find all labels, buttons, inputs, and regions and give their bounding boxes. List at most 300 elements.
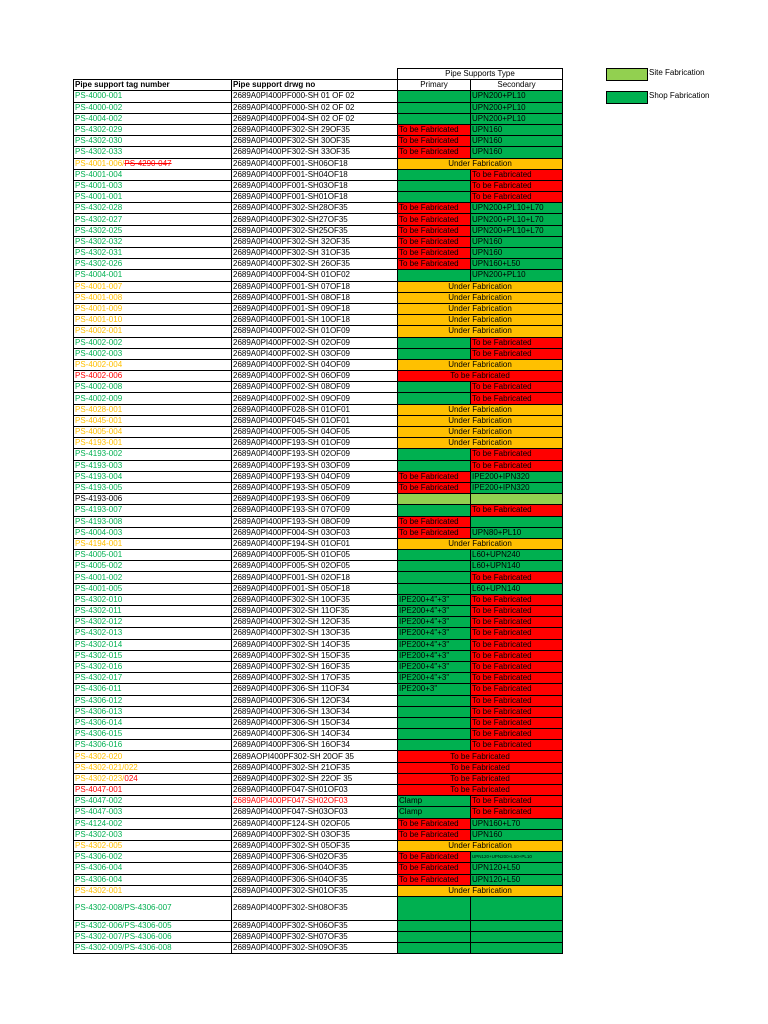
table-row	[74, 840, 563, 851]
primary-cell-text: IPE200+4"+3"	[399, 650, 450, 660]
drwg-no-cell-text: 2689A0PI400PF001-SH 09OF18	[233, 304, 350, 314]
tag-number-cell-text: PS-4002-008	[75, 382, 123, 392]
tag-number-cell	[74, 404, 232, 415]
tag-number-cell	[74, 482, 232, 493]
status-cell-text: Under Fabrication	[448, 438, 512, 448]
primary-cell	[398, 863, 471, 874]
primary-cell-text: Clamp	[399, 807, 423, 817]
primary-cell	[398, 192, 471, 203]
secondary-cell	[471, 102, 563, 113]
tag-number-cell	[74, 102, 232, 113]
status-cell-text: To be Fabricated	[450, 773, 510, 783]
drwg-no-cell	[232, 874, 398, 885]
tag-number-cell	[74, 932, 232, 943]
drwg-no-cell	[232, 661, 398, 672]
drwg-no-cell	[232, 292, 398, 303]
drwg-no-cell-text: 2689A0PI400PF302-SH07OF35	[233, 932, 348, 942]
drwg-no-cell	[232, 124, 398, 135]
drwg-no-cell	[232, 729, 398, 740]
drwg-no-cell-text: 2689A0PI400PF306-SH02OF35	[233, 852, 348, 862]
drwg-no-cell-text: 2689A0PI400PF193-SH 04OF09	[233, 471, 350, 481]
secondary-cell	[471, 180, 563, 191]
secondary-cell	[471, 628, 563, 639]
table-row	[74, 438, 563, 449]
drwg-no-cell-text: 2689A0PI400PF302-SH 03OF35	[233, 829, 350, 839]
secondary-cell	[471, 270, 563, 281]
secondary-cell	[471, 695, 563, 706]
drwg-no-cell-text: 2689A0PI400PF001-SH 02OF18	[233, 572, 350, 582]
secondary-cell	[471, 684, 563, 695]
table-row	[74, 717, 563, 728]
drwg-no-cell-text: 2689A0PI400PF047-SH03OF03	[233, 807, 348, 817]
table-row	[74, 628, 563, 639]
tag-number-cell-text: PS-4047-002	[75, 796, 123, 806]
drwg-no-cell-text: 2689A0PI400PF000-SH 01 OF 02	[233, 91, 355, 101]
tag-number-cell-text: PS-4302-020	[75, 751, 123, 761]
drwg-no-cell	[232, 281, 398, 292]
table-row	[74, 561, 563, 572]
table-row	[74, 494, 563, 505]
table-row	[74, 270, 563, 281]
tag-number-cell-text: PS-4302-012	[75, 617, 123, 627]
drwg-no-cell	[232, 158, 398, 169]
tag-number-cell	[74, 382, 232, 393]
primary-cell	[398, 102, 471, 113]
tag-number-cell	[74, 505, 232, 516]
secondary-cell-text: To be Fabricated	[472, 684, 532, 694]
tag-number-cell-text: PS-4302-033	[75, 147, 123, 157]
tag-number-cell-text: PS-4002-003	[75, 348, 123, 358]
tag-number-cell-text: PS-4302-001	[75, 885, 123, 895]
status-cell	[398, 415, 563, 426]
tag-number-cell-text: PS-4306-013	[75, 706, 123, 716]
tag-number-cell-text: PS-4306-014	[75, 717, 123, 727]
drwg-no-cell	[232, 214, 398, 225]
primary-cell	[398, 527, 471, 538]
header-secondary: Secondary	[471, 80, 563, 91]
table-row	[74, 829, 563, 840]
drwg-no-cell	[232, 650, 398, 661]
tag-number-cell	[74, 673, 232, 684]
tag-number-cell	[74, 292, 232, 303]
drwg-no-cell-text: 2689A0PI400PF302-SH 15OF35	[233, 650, 350, 660]
secondary-cell	[471, 650, 563, 661]
drwg-no-cell-text: 2689A0PI400PF302-SH 11OF35	[233, 606, 350, 616]
tag-number-cell	[74, 740, 232, 751]
tag-number-cell-text: PS-4194-001	[75, 538, 123, 548]
secondary-cell-text: UPN160	[472, 136, 503, 146]
drwg-no-cell	[232, 673, 398, 684]
tag-number-cell-text: PS-4001-009	[75, 304, 123, 314]
tag-number-cell-text: PS-4302-006/PS-4306-005	[75, 920, 172, 930]
status-cell	[398, 404, 563, 415]
secondary-cell	[471, 236, 563, 247]
status-cell-text: Under Fabrication	[448, 427, 512, 437]
table-row	[74, 192, 563, 203]
primary-cell	[398, 214, 471, 225]
drwg-no-cell-text: 2689A0PI400PF302-SH08OF35	[233, 903, 348, 913]
status-cell-text: Under Fabrication	[448, 538, 512, 548]
primary-cell-text: To be Fabricated	[399, 516, 459, 526]
secondary-cell-text: To be Fabricated	[472, 460, 532, 470]
table-row	[74, 415, 563, 426]
table-row	[74, 583, 563, 594]
secondary-cell-text: To be Fabricated	[472, 169, 532, 179]
secondary-cell	[471, 896, 563, 920]
status-cell	[398, 158, 563, 169]
drwg-no-cell	[232, 751, 398, 762]
drwg-no-cell-text: 2689A0PI400PF306-SH 13OF34	[233, 706, 350, 716]
secondary-cell	[471, 248, 563, 259]
table-row	[74, 315, 563, 326]
table-row	[74, 863, 563, 874]
tag-number-cell-text: PS-4193-001	[75, 438, 123, 448]
secondary-cell-text: UPN160	[472, 125, 503, 135]
secondary-cell-text: L60+UPN240	[472, 550, 521, 560]
drwg-no-cell-text: 2689A0PI400PF005-SH 01OF05	[233, 550, 350, 560]
table-row	[74, 695, 563, 706]
table-row	[74, 729, 563, 740]
drwg-no-cell-text: 2689A0PI400PF302-SH 26OF35	[233, 259, 350, 269]
primary-cell	[398, 673, 471, 684]
tag-number-suffix: 024	[124, 773, 138, 783]
drwg-no-cell-text: 2689A0PI400PF302-SH 21OF35	[233, 762, 350, 772]
tag-number-cell-text: PS-4302-005	[75, 841, 123, 851]
primary-cell-text: To be Fabricated	[399, 203, 459, 213]
drwg-no-cell-text: 2689A0PI400PF047-SH02OF03	[233, 796, 348, 806]
status-cell	[398, 885, 563, 896]
tag-number-cell-text: PS-4193-005	[75, 483, 123, 493]
tag-number-cell	[74, 303, 232, 314]
drwg-no-cell-text: 2689A0PI400PF302-SH 29OF35	[233, 125, 350, 135]
drwg-no-cell-text: 2689A0PI400PF001-SH 10OF18	[233, 315, 350, 325]
header-row	[74, 80, 563, 91]
drwg-no-cell	[232, 270, 398, 281]
secondary-cell	[471, 527, 563, 538]
secondary-cell	[471, 606, 563, 617]
tag-number-cell	[74, 920, 232, 931]
drwg-no-cell-text: 2689A0PI400PF002-SH 01OF09	[233, 326, 350, 336]
table-row	[74, 169, 563, 180]
tag-number-cell	[74, 259, 232, 270]
status-cell-text: Under Fabrication	[448, 415, 512, 425]
status-cell-text: Under Fabrication	[448, 841, 512, 851]
primary-cell-text: IPE200+4"+3"	[399, 673, 450, 683]
secondary-cell-text: To be Fabricated	[472, 348, 532, 358]
tag-number-cell	[74, 494, 232, 505]
primary-cell-text: To be Fabricated	[399, 225, 459, 235]
table-row	[74, 147, 563, 158]
status-cell-text: To be Fabricated	[450, 762, 510, 772]
tag-number-cell	[74, 650, 232, 661]
table-row	[74, 203, 563, 214]
secondary-cell	[471, 920, 563, 931]
drwg-no-cell-text: 2689A0PI400PF306-SH 11OF34	[233, 684, 350, 694]
table-row	[74, 818, 563, 829]
tag-number-cell	[74, 281, 232, 292]
tag-number-cell-text: PS-4302-031	[75, 248, 123, 258]
drwg-no-cell	[232, 382, 398, 393]
primary-cell-text: To be Fabricated	[399, 236, 459, 246]
drwg-no-cell-text: 2689A0PI400PF004-SH 01OF02	[233, 270, 350, 280]
drwg-no-cell	[232, 102, 398, 113]
tag-number-cell-text: PS-4002-006	[75, 371, 123, 381]
drwg-no-cell	[232, 438, 398, 449]
tag-number-cell	[74, 270, 232, 281]
secondary-cell-text: To be Fabricated	[472, 337, 532, 347]
tag-number-cell	[74, 438, 232, 449]
tag-number-cell	[74, 192, 232, 203]
secondary-cell	[471, 729, 563, 740]
primary-cell	[398, 874, 471, 885]
table-row	[74, 427, 563, 438]
drwg-no-cell-text: 2689A0PI400PF001-SH 05OF18	[233, 583, 350, 593]
primary-cell	[398, 449, 471, 460]
tag-number-cell	[74, 852, 232, 863]
drwg-no-cell-text: 2689A0PI400PF306-SH 15OF34	[233, 717, 350, 727]
tag-number-cell	[74, 393, 232, 404]
status-cell	[398, 292, 563, 303]
drwg-no-cell	[232, 606, 398, 617]
secondary-cell-text: UPN200+PL10+L70	[472, 214, 544, 224]
primary-cell	[398, 393, 471, 404]
drwg-no-cell-text: 2689A0PI400PF302-SH01OF35	[233, 885, 348, 895]
tag-number-cell	[74, 147, 232, 158]
tag-number-cell	[74, 214, 232, 225]
secondary-cell	[471, 943, 563, 954]
secondary-cell	[471, 494, 563, 505]
table-row	[74, 113, 563, 124]
primary-cell	[398, 348, 471, 359]
primary-cell	[398, 147, 471, 158]
drwg-no-cell-text: 2689A0PI400PF193-SH 01OF09	[233, 438, 350, 448]
secondary-cell	[471, 192, 563, 203]
status-cell	[398, 438, 563, 449]
secondary-cell-text: UPN160+L50	[472, 259, 521, 269]
drwg-no-cell-text: 2689A0PI400PF302-SH 14OF35	[233, 639, 350, 649]
drwg-no-cell	[232, 920, 398, 931]
tag-number-cell-text: PS-4306-004	[75, 874, 123, 884]
drwg-no-cell	[232, 717, 398, 728]
tag-number-cell-text: PS-4005-002	[75, 561, 123, 571]
primary-cell-text: To be Fabricated	[399, 829, 459, 839]
primary-cell	[398, 661, 471, 672]
primary-cell-text: To be Fabricated	[399, 248, 459, 258]
primary-cell-text: To be Fabricated	[399, 147, 459, 157]
primary-cell	[398, 796, 471, 807]
secondary-cell-text: To be Fabricated	[472, 695, 532, 705]
drwg-no-cell	[232, 628, 398, 639]
table-row	[74, 762, 563, 773]
primary-cell	[398, 706, 471, 717]
drwg-no-cell-text: 2689A0PI400PF306-SH04OF35	[233, 863, 348, 873]
tag-number-cell-text: PS-4302-011	[75, 606, 122, 616]
tag-number-cell	[74, 885, 232, 896]
drwg-no-cell-text: 2689A0PI400PF000-SH 02 OF 02	[233, 102, 355, 112]
secondary-cell	[471, 460, 563, 471]
drwg-no-cell	[232, 773, 398, 784]
status-cell	[398, 538, 563, 549]
tag-number-cell	[74, 628, 232, 639]
primary-cell	[398, 695, 471, 706]
table-row	[74, 751, 563, 762]
tag-number-cell-text: PS-4004-001	[75, 270, 123, 280]
primary-cell-text: IPE200+4"+3"	[399, 617, 450, 627]
drwg-no-cell	[232, 807, 398, 818]
tag-number-cell	[74, 661, 232, 672]
primary-cell-text: To be Fabricated	[399, 852, 459, 862]
primary-cell	[398, 482, 471, 493]
legend-label-shop: Shop Fabrication	[649, 91, 710, 100]
tag-number-cell-text: PS-4302-009/PS-4306-008	[75, 943, 172, 953]
drwg-no-cell-text: 2689A0PI400PF004-SH 02 OF 02	[233, 113, 355, 123]
secondary-cell-text: To be Fabricated	[472, 628, 532, 638]
secondary-cell	[471, 482, 563, 493]
secondary-cell	[471, 225, 563, 236]
primary-cell	[398, 169, 471, 180]
primary-cell	[398, 550, 471, 561]
primary-cell-text: IPE200+4"+3"	[399, 606, 450, 616]
header-primary: Primary	[398, 80, 471, 91]
drwg-no-cell	[232, 785, 398, 796]
primary-cell-text: To be Fabricated	[399, 818, 459, 828]
header-drwg-no: Pipe support drwg no	[232, 80, 398, 91]
tag-number-cell-text: PS-4302-010	[75, 594, 123, 604]
secondary-cell-text: To be Fabricated	[472, 572, 532, 582]
tag-number-cell-text: PS-4047-003	[75, 807, 123, 817]
tag-number-cell-text: PS-4001-002	[75, 572, 123, 582]
drwg-no-cell	[232, 695, 398, 706]
drwg-no-cell-text: 2689A0PI400PF002-SH 03OF09	[233, 348, 350, 358]
drwg-no-cell	[232, 840, 398, 851]
table-row	[74, 617, 563, 628]
drwg-no-cell-text: 2689A0PI400PF302-SH 10OF35	[233, 594, 350, 604]
tag-number-cell-text: PS-4124-002	[75, 818, 123, 828]
secondary-cell-text: To be Fabricated	[472, 662, 532, 672]
drwg-no-cell-text: 2689A0PI400PF302-SH09OF35	[233, 943, 348, 953]
drwg-no-cell-text: 2689A0PI400PF306-SH04OF35	[233, 874, 348, 884]
tag-number-cell	[74, 796, 232, 807]
primary-cell	[398, 807, 471, 818]
status-cell	[398, 303, 563, 314]
tag-number-cell	[74, 896, 232, 920]
secondary-cell	[471, 214, 563, 225]
tag-number-cell-text: PS-4004-002	[75, 113, 123, 123]
tag-number-cell-text: PS-4002-009	[75, 393, 123, 403]
secondary-cell	[471, 852, 563, 863]
secondary-cell	[471, 818, 563, 829]
drwg-no-cell-text: 2689A0PI400PF306-SH 12OF34	[233, 695, 350, 705]
table-row	[74, 807, 563, 818]
table-row	[74, 460, 563, 471]
tag-number-cell-text: PS-4302-030	[75, 136, 123, 146]
tag-number-cell	[74, 158, 232, 169]
drwg-no-cell-text: 2689A0PI400PF002-SH 08OF09	[233, 382, 350, 392]
drwg-no-cell	[232, 393, 398, 404]
tag-number-cell-text: PS-4302-017	[75, 673, 123, 683]
tag-number-cell-text: PS-4302-029	[75, 125, 123, 135]
primary-cell-text: To be Fabricated	[399, 136, 459, 146]
tag-number-cell	[74, 706, 232, 717]
drwg-no-cell	[232, 147, 398, 158]
table-row	[74, 550, 563, 561]
drwg-no-cell	[232, 192, 398, 203]
table-row	[74, 527, 563, 538]
drwg-no-cell	[232, 248, 398, 259]
secondary-cell	[471, 717, 563, 728]
tag-number-cell	[74, 807, 232, 818]
drwg-no-cell-text: 2689A0PI400PF002-SH 04OF09	[233, 359, 350, 369]
table-row	[74, 136, 563, 147]
drwg-no-cell	[232, 427, 398, 438]
secondary-cell	[471, 136, 563, 147]
table-row	[74, 673, 563, 684]
table-row	[74, 796, 563, 807]
tag-number-cell	[74, 180, 232, 191]
drwg-no-cell-text: 2689A0PI400PF001-SH 07OF18	[233, 281, 350, 291]
secondary-cell-text: UPN200+PL10+L70	[472, 203, 544, 213]
drwg-no-cell	[232, 550, 398, 561]
secondary-cell-text: IPE200+IPN320	[472, 483, 530, 493]
primary-cell	[398, 382, 471, 393]
primary-cell	[398, 203, 471, 214]
drwg-no-cell-text: 2689A0PI400PF193-SH 02OF09	[233, 449, 350, 459]
secondary-cell	[471, 617, 563, 628]
tag-number-cell	[74, 695, 232, 706]
table-row	[74, 371, 563, 382]
table-row	[74, 684, 563, 695]
secondary-cell	[471, 561, 563, 572]
tag-number-cell-text: PS-4306-004	[75, 863, 123, 873]
primary-cell-text: To be Fabricated	[399, 874, 459, 884]
secondary-cell-text: UPN200+PL10	[472, 91, 526, 101]
table-row	[74, 225, 563, 236]
secondary-cell	[471, 932, 563, 943]
tag-number-cell-text: PS-4302-032	[75, 236, 123, 246]
secondary-cell-text: UPN80+PL10	[472, 527, 522, 537]
table-row	[74, 606, 563, 617]
tag-number-cell-text: PS-4193-007	[75, 505, 123, 515]
secondary-cell-text: To be Fabricated	[472, 706, 532, 716]
table-row	[74, 874, 563, 885]
table-row	[74, 505, 563, 516]
drwg-no-cell-text: 2689A0PI400PF193-SH 07OF09	[233, 505, 350, 515]
tag-number-cell-text: PS-4306-011	[75, 684, 122, 694]
secondary-cell-text: To be Fabricated	[472, 807, 532, 817]
tag-number-cell-text: PS-4001-003	[75, 180, 123, 190]
secondary-cell-text: UPN160	[472, 248, 503, 258]
table-row	[74, 180, 563, 191]
status-cell-text: Under Fabrication	[448, 292, 512, 302]
table-row	[74, 740, 563, 751]
tag-number-cell-text: PS-4302-008/PS-4306-007	[75, 903, 172, 913]
tag-number-cell	[74, 203, 232, 214]
tag-number-cell	[74, 785, 232, 796]
tag-number-cell-text: PS-4001-008	[75, 292, 123, 302]
status-cell	[398, 326, 563, 337]
drwg-no-cell	[232, 371, 398, 382]
status-cell-text: Under Fabrication	[448, 315, 512, 325]
table-row	[74, 773, 563, 784]
tag-number-cell	[74, 348, 232, 359]
tag-number-cell-text: PS-4002-004	[75, 359, 123, 369]
primary-cell-text: To be Fabricated	[399, 471, 459, 481]
tag-number-cell-text: PS-4004-003	[75, 527, 123, 537]
table-row	[74, 538, 563, 549]
table-row	[74, 572, 563, 583]
table-row	[74, 281, 563, 292]
secondary-cell-text: To be Fabricated	[472, 393, 532, 403]
